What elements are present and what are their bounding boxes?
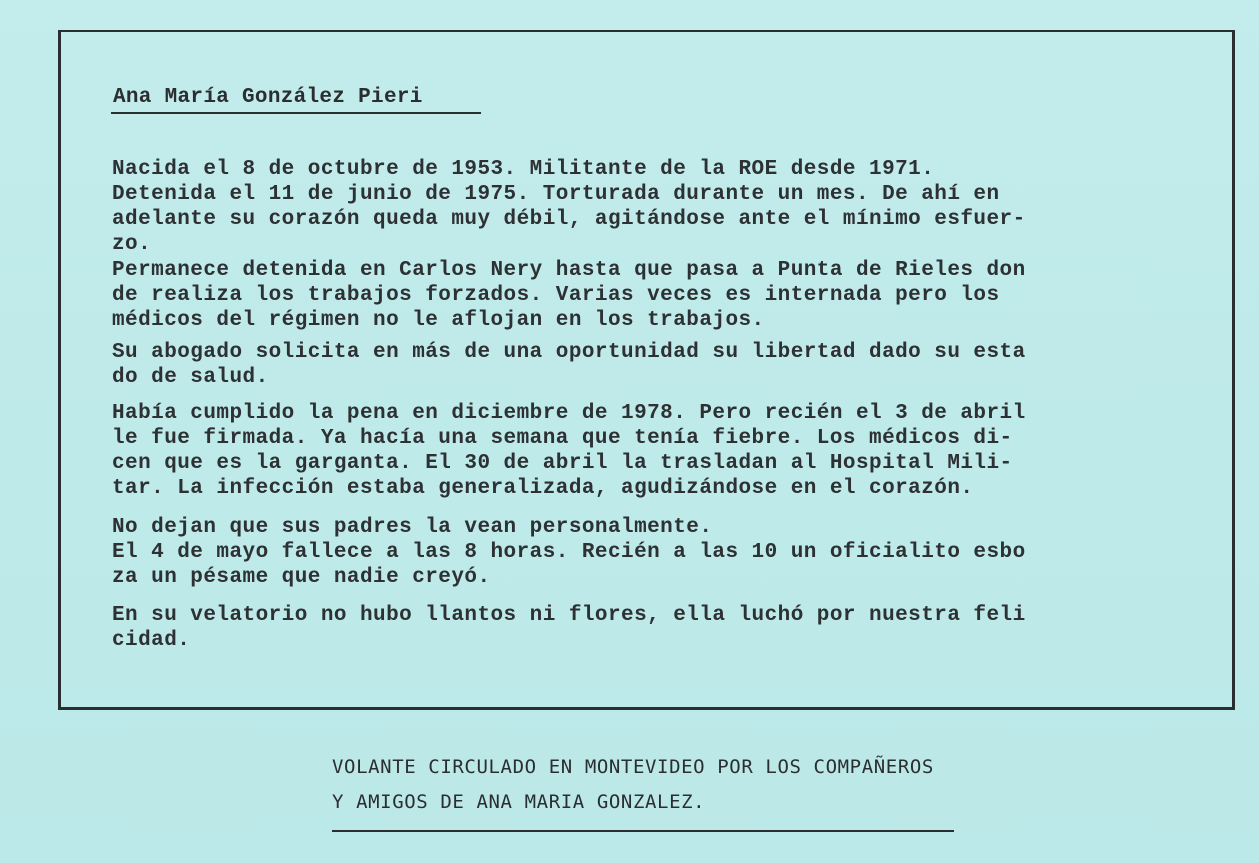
title-underline bbox=[111, 112, 481, 114]
paragraph-lawyer: Su abogado solicita en más de una oportunidad su libertad dado su esta do de salud. bbox=[112, 341, 1026, 389]
paragraph-illness: Había cumplido la pena en diciembre de 1978. Pero recién el 3 de abril le fue firmada. Ya hacía una semana que tenía fiebre. Los médicos di- cen que es la garganta. El 30 de abril la trasladan al Hospital Mili- tar. La infección estaba generalizada, agudizándose en el corazón. bbox=[112, 402, 1026, 500]
document-title: Ana María González Pieri bbox=[113, 86, 423, 109]
paragraph-birth-detention: Nacida el 8 de octubre de 1953. Militante de la ROE desde 1971. Detenida el 11 de junio de 1975. Torturada durante un mes. De ahí en adelante su corazón queda muy débil, agitándose ante el mínimo esfuer- zo. bbox=[112, 158, 1026, 256]
paragraph-imprisonment: Permanece detenida en Carlos Nery hasta que pasa a Punta de Rieles don de realiza los trabajos forzados. Varias veces es internada pero los médicos del régimen no le aflojan en los trabajos. bbox=[112, 259, 1026, 332]
paragraph-wake: En su velatorio no hubo llantos ni flores, ella luchó por nuestra feli cidad. bbox=[112, 604, 1026, 652]
paragraph-death: No dejan que sus padres la vean personalmente. El 4 de mayo fallece a las 8 horas. Recién a las 10 un oficialito esbo za un pésame que nadie creyó. bbox=[112, 516, 1026, 589]
footer-rule bbox=[332, 830, 954, 832]
footer-line-1: VOLANTE CIRCULADO EN MONTEVIDEO POR LOS COMPAÑEROS bbox=[332, 756, 934, 778]
footer-line-2: Y AMIGOS DE ANA MARIA GONZALEZ. bbox=[332, 791, 706, 813]
